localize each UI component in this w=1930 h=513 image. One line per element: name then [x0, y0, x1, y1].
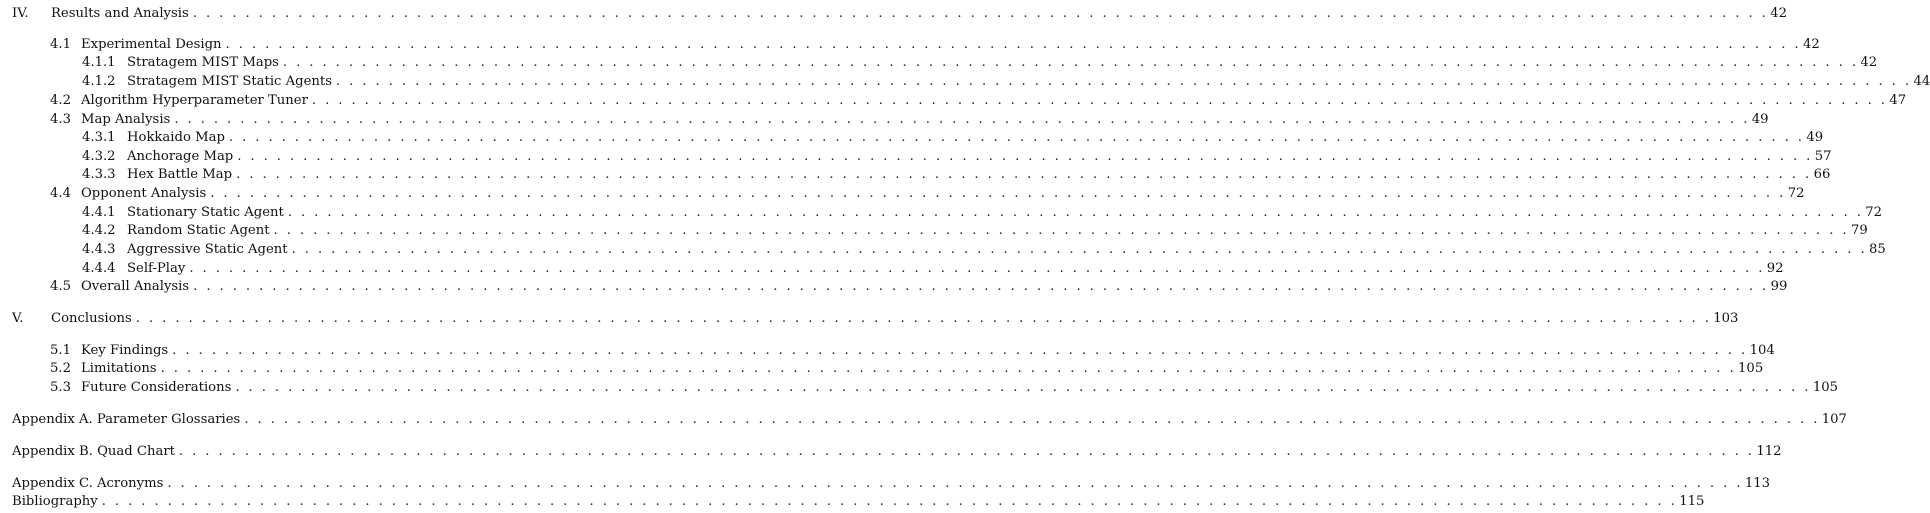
toc-entry-page: 72 — [1787, 186, 1805, 201]
toc-entry-title: Stationary Static Agent — [127, 205, 284, 220]
toc-entry[interactable] — [50, 91, 1907, 109]
toc-entry[interactable] — [82, 259, 1784, 277]
toc-entry-title: Hokkaido Map — [127, 130, 225, 145]
toc-entry-page: 49 — [1806, 130, 1824, 145]
toc-entry-title: Experimental Design — [81, 37, 222, 52]
toc-entry[interactable] — [12, 309, 1739, 327]
toc-leader-dots: . . . . . . . . . . . . . . . . . . . . . . . . . . . . . . . . . . . . . . . . . . . . . . . . . . . . . . . . . . . . . . . . . . . . . . . . . . . . . . . . . . . . . . . . . . . . . . . . . . . . . . . . . . . . . . . . . . . . . . . . — [228, 130, 1805, 145]
toc-entry[interactable] — [82, 203, 1883, 221]
toc-leader-dots: . . . . . . . . . . . . . . . . . . . . . . . . . . . . . . . . . . . . . . . . . . . . . . . . . . . . . . . . . . . . . . . . . . . . . . . . . . . . . . . . . . . . . . . . . . . . . . . . . . . . . . . . . . . . . . . . . . . . . . . . — [189, 261, 1765, 276]
toc-entry[interactable] — [82, 72, 1930, 90]
toc-entry[interactable] — [12, 410, 1847, 428]
toc-entry[interactable] — [82, 221, 1868, 239]
toc-entry-page: 103 — [1713, 311, 1739, 326]
toc-entry[interactable] — [82, 240, 1886, 258]
toc-entry-title: Map Analysis — [81, 112, 171, 127]
toc-leader-dots: . . . . . . . . . . . . . . . . . . . . . . . . . . . . . . . . . . . . . . . . . . . . . . . . . . . . . . . . . . . . . . . . . . . . . . . . . . . . . . . . . . . . . . . . . . . . . . . . . . . . . . . . . . . . . . . . . . . . . . . . — [178, 444, 1755, 459]
toc-entry[interactable] — [12, 442, 1782, 460]
toc-entry-title: Stratagem MIST Maps — [127, 55, 279, 70]
toc-entry-number: 4.3 — [50, 112, 71, 127]
toc-entry[interactable] — [50, 378, 1839, 396]
toc-leader-dots: . . . . . . . . . . . . . . . . . . . . . . . . . . . . . . . . . . . . . . . . . . . . . . . . . . . . . . . . . . . . . . . . . . . . . . . . . . . . . . . . . . . . . . . . . . . . . . . . . . . . . . . . . . . . . . . . . . . . . . . . — [291, 242, 1868, 257]
toc-leader-dots: . . . . . . . . . . . . . . . . . . . . . . . . . . . . . . . . . . . . . . . . . . . . . . . . . . . . . . . . . . . . . . . . . . . . . . . . . . . . . . . . . . . . . . . . . . . . . . . . . . . . . . . . . . . . . . . . . . . . . . . . — [237, 149, 1813, 164]
toc-entry[interactable] — [82, 147, 1832, 165]
toc-entry-title: Key Findings — [81, 343, 169, 358]
toc-leader-dots: . . . . . . . . . . . . . . . . . . . . . . . . . . . . . . . . . . . . . . . . . . . . . . . . . . . . . . . . . . . . . . . . . . . . . . . . . . . . . . . . . . . . . . . . . . . . . . . . . . . . . . . . . . . . . . . . . . . . . . . . — [167, 476, 1743, 491]
toc-entry[interactable] — [82, 165, 1831, 183]
toc-entry-page: 49 — [1751, 112, 1769, 127]
toc-entry[interactable] — [50, 277, 1788, 295]
toc-entry-number: 4.1.1 — [82, 55, 116, 70]
toc-leader-dots: . . . . . . . . . . . . . . . . . . . . . . . . . . . . . . . . . . . . . . . . . . . . . . . . . . . . . . . . . . . . . . . . . . . . . . . . . . . . . . . . . . . . . . . . . . . . . . . . . . . . . . . . . . . . . . . . . . . . . . . . — [160, 361, 1737, 376]
toc-entry-page: 72 — [1865, 205, 1883, 220]
toc-leader-dots: . . . . . . . . . . . . . . . . . . . . . . . . . . . . . . . . . . . . . . . . . . . . . . . . . . . . . . . . . . . . . . . . . . . . . . . . . . . . . . . . . . . . . . . . . . . . . . . . . . . . . . . . . . . . . . . . . . . . . . . . — [244, 412, 1820, 427]
toc-entry-page: 44 — [1913, 74, 1930, 89]
toc-entry-number: 4.3.1 — [82, 130, 116, 145]
toc-leader-dots: . . . . . . . . . . . . . . . . . . . . . . . . . . . . . . . . . . . . . . . . . . . . . . . . . . . . . . . . . . . . . . . . . . . . . . . . . . . . . . . . . . . . . . . . . . . . . . . . . . . . . . . . . . . . . . . . . . . . . . . . — [225, 37, 1801, 52]
toc-entry-number: 4.4.3 — [82, 242, 116, 257]
toc-entry[interactable] — [50, 341, 1775, 359]
toc-entry-page: 105 — [1812, 380, 1839, 395]
toc-entry-number: 4.4 — [50, 186, 71, 201]
toc-entry-title: Appendix C. Acronyms — [12, 476, 164, 491]
toc-leader-dots: . . . . . . . . . . . . . . . . . . . . . . . . . . . . . . . . . . . . . . . . . . . . . . . . . . . . . . . . . . . . . . . . . . . . . . . . . . . . . . . . . . . . . . . . . . . . . . . . . . . . . . . . . . . . . . . . . . . . . . . . — [174, 112, 1750, 127]
toc-entry-number: 5.1 — [50, 343, 71, 358]
toc-entry-title: Bibliography — [12, 494, 98, 509]
toc-leader-dots: . . . . . . . . . . . . . . . . . . . . . . . . . . . . . . . . . . . . . . . . . . . . . . . . . . . . . . . . . . . . . . . . . . . . . . . . . . . . . . . . . . . . . . . . . . . . . . . . . . . . . . . . . . . . . . . . . . . . . . . . — [192, 6, 1769, 21]
toc-entry-number: IV. — [12, 6, 29, 21]
toc-entry-page: 42 — [1860, 55, 1878, 70]
toc-entry-title: Aggressive Static Agent — [127, 242, 288, 257]
toc-entry-page: 112 — [1756, 444, 1782, 459]
toc-leader-dots: . . . . . . . . . . . . . . . . . . . . . . . . . . . . . . . . . . . . . . . . . . . . . . . . . . . . . . . . . . . . . . . . . . . . . . . . . . . . . . . . . . . . . . . . . . . . . . . . . . . . . . . . . . . . . . . . . . . . . . . . — [236, 167, 1812, 182]
toc-entry-number: 5.3 — [50, 380, 71, 395]
toc-entry-page: 99 — [1770, 279, 1788, 294]
toc-leader-dots: . . . . . . . . . . . . . . . . . . . . . . . . . . . . . . . . . . . . . . . . . . . . . . . . . . . . . . . . . . . . . . . . . . . . . . . . . . . . . . . . . . . . . . . . . . . . . . . . . . . . . . . . . . . . . . . . . . . . . . . . — [210, 186, 1786, 201]
toc-entry-page: 92 — [1766, 261, 1784, 276]
toc-entry-title: Opponent Analysis — [81, 186, 207, 201]
toc-entry-number: 4.2 — [50, 93, 71, 108]
toc-leader-dots: . . . . . . . . . . . . . . . . . . . . . . . . . . . . . . . . . . . . . . . . . . . . . . . . . . . . . . . . . . . . . . . . . . . . . . . . . . . . . . . . . . . . . . . . . . . . . . . . . . . . . . . . . . . . . . . . . . . . . . . . — [193, 279, 1769, 294]
toc-entry-page: 42 — [1770, 6, 1788, 21]
toc-leader-dots: . . . . . . . . . . . . . . . . . . . . . . . . . . . . . . . . . . . . . . . . . . . . . . . . . . . . . . . . . . . . . . . . . . . . . . . . . . . . . . . . . . . . . . . . . . . . . . . . . . . . . . . . . . . . . . . . . . . . . . . . — [311, 93, 1888, 108]
toc-entry-page: 107 — [1821, 412, 1847, 427]
toc-entry[interactable] — [82, 128, 1824, 146]
toc-entry-title: Self-Play — [127, 261, 186, 276]
toc-entry[interactable] — [12, 4, 1788, 22]
toc-leader-dots: . . . . . . . . . . . . . . . . . . . . . . . . . . . . . . . . . . . . . . . . . . . . . . . . . . . . . . . . . . . . . . . . . . . . . . . . . . . . . . . . . . . . . . . . . . . . . . . . . . . . . . . . . . . . . . . . . . . . . . . . — [101, 494, 1678, 509]
toc-entry-title: Algorithm Hyperparameter Tuner — [81, 93, 308, 108]
toc-entry-page: 66 — [1813, 167, 1831, 182]
toc-entry-page: 79 — [1851, 223, 1868, 238]
toc-leader-dots: . . . . . . . . . . . . . . . . . . . . . . . . . . . . . . . . . . . . . . . . . . . . . . . . . . . . . . . . . . . . . . . . . . . . . . . . . . . . . . . . . . . . . . . . . . . . . . . . . . . . . . . . . . . . . . . . . . . . . . . . — [273, 223, 1849, 238]
toc-leader-dots: . . . . . . . . . . . . . . . . . . . . . . . . . . . . . . . . . . . . . . . . . . . . . . . . . . . . . . . . . . . . . . . . . . . . . . . . . . . . . . . . . . . . . . . . . . . . . . . . . . . . . . . . . . . . . . . . . . . . . . . . — [172, 343, 1748, 358]
toc-leader-dots: . . . . . . . . . . . . . . . . . . . . . . . . . . . . . . . . . . . . . . . . . . . . . . . . . . . . . . . . . . . . . . . . . . . . . . . . . . . . . . . . . . . . . . . . . . . . . . . . . . . . . . . . . . . . . . . . . . . . . . . . — [235, 380, 1811, 395]
toc-entry-title: Hex Battle Map — [127, 167, 233, 182]
toc-entry[interactable] — [12, 474, 1771, 492]
toc-entry-page: 115 — [1679, 494, 1705, 509]
toc-entry-page: 57 — [1814, 149, 1832, 164]
toc-leader-dots: . . . . . . . . . . . . . . . . . . . . . . . . . . . . . . . . . . . . . . . . . . . . . . . . . . . . . . . . . . . . . . . . . . . . . . . . . . . . . . . . . . . . . . . . . . . . . . . . . . . . . . . . . . . . . . . . . . . . . . . . — [335, 74, 1912, 89]
toc-entry-title: Results and Analysis — [51, 6, 189, 21]
toc-entry-title: Appendix B. Quad Chart — [12, 444, 175, 459]
toc-entry-title: Random Static Agent — [127, 223, 270, 238]
toc-entry-page: 42 — [1802, 37, 1820, 52]
toc-leader-dots: . . . . . . . . . . . . . . . . . . . . . . . . . . . . . . . . . . . . . . . . . . . . . . . . . . . . . . . . . . . . . . . . . . . . . . . . . . . . . . . . . . . . . . . . . . . . . . . . . . . . . . . . . . . . . . . . . . . . . . . . — [282, 55, 1859, 70]
toc-entry-title: Anchorage Map — [127, 149, 234, 164]
toc-entry-title: Appendix A. Parameter Glossaries — [12, 412, 241, 427]
toc-entry[interactable] — [50, 35, 1820, 53]
toc-entry-title: Future Considerations — [81, 380, 232, 395]
toc-entry-page: 85 — [1869, 242, 1886, 257]
toc-leader-dots: . . . . . . . . . . . . . . . . . . . . . . . . . . . . . . . . . . . . . . . . . . . . . . . . . . . . . . . . . . . . . . . . . . . . . . . . . . . . . . . . . . . . . . . . . . . . . . . . . . . . . . . . . . . . . . . . . . . . . . . . — [287, 205, 1864, 220]
toc-entry-number: 4.4.4 — [82, 261, 116, 276]
toc-entry-title: Conclusions — [51, 311, 132, 326]
toc-entry[interactable] — [50, 184, 1805, 202]
toc-leader-dots: . . . . . . . . . . . . . . . . . . . . . . . . . . . . . . . . . . . . . . . . . . . . . . . . . . . . . . . . . . . . . . . . . . . . . . . . . . . . . . . . . . . . . . . . . . . . . . . . . . . . . . . . . . . . . . . . . . . . . . . . — [135, 311, 1712, 326]
toc-entry-number: 4.4.1 — [82, 205, 116, 220]
toc-entry-title: Limitations — [81, 361, 157, 376]
toc-entry-title: Stratagem MIST Static Agents — [127, 74, 332, 89]
toc-entry[interactable] — [50, 359, 1764, 377]
toc-entry-number: V. — [12, 311, 24, 326]
toc-entry-number: 4.4.2 — [82, 223, 116, 238]
toc-entry-page: 113 — [1744, 476, 1771, 491]
toc-entry-page: 47 — [1889, 93, 1907, 108]
toc-entry-number: 4.1 — [50, 37, 71, 52]
toc-entry-page: 104 — [1749, 343, 1775, 358]
toc-entry[interactable] — [50, 110, 1769, 128]
toc-entry[interactable] — [12, 492, 1705, 510]
toc-entry-title: Overall Analysis — [81, 279, 190, 294]
toc-entry[interactable] — [82, 53, 1878, 71]
toc-entry-number: 4.3.3 — [82, 167, 116, 182]
toc-entry-number: 4.3.2 — [82, 149, 116, 164]
toc-entry-page: 105 — [1738, 361, 1764, 376]
toc-entry-number: 4.1.2 — [82, 74, 116, 89]
toc-entry-number: 5.2 — [50, 361, 71, 376]
toc-entry-number: 4.5 — [50, 279, 71, 294]
